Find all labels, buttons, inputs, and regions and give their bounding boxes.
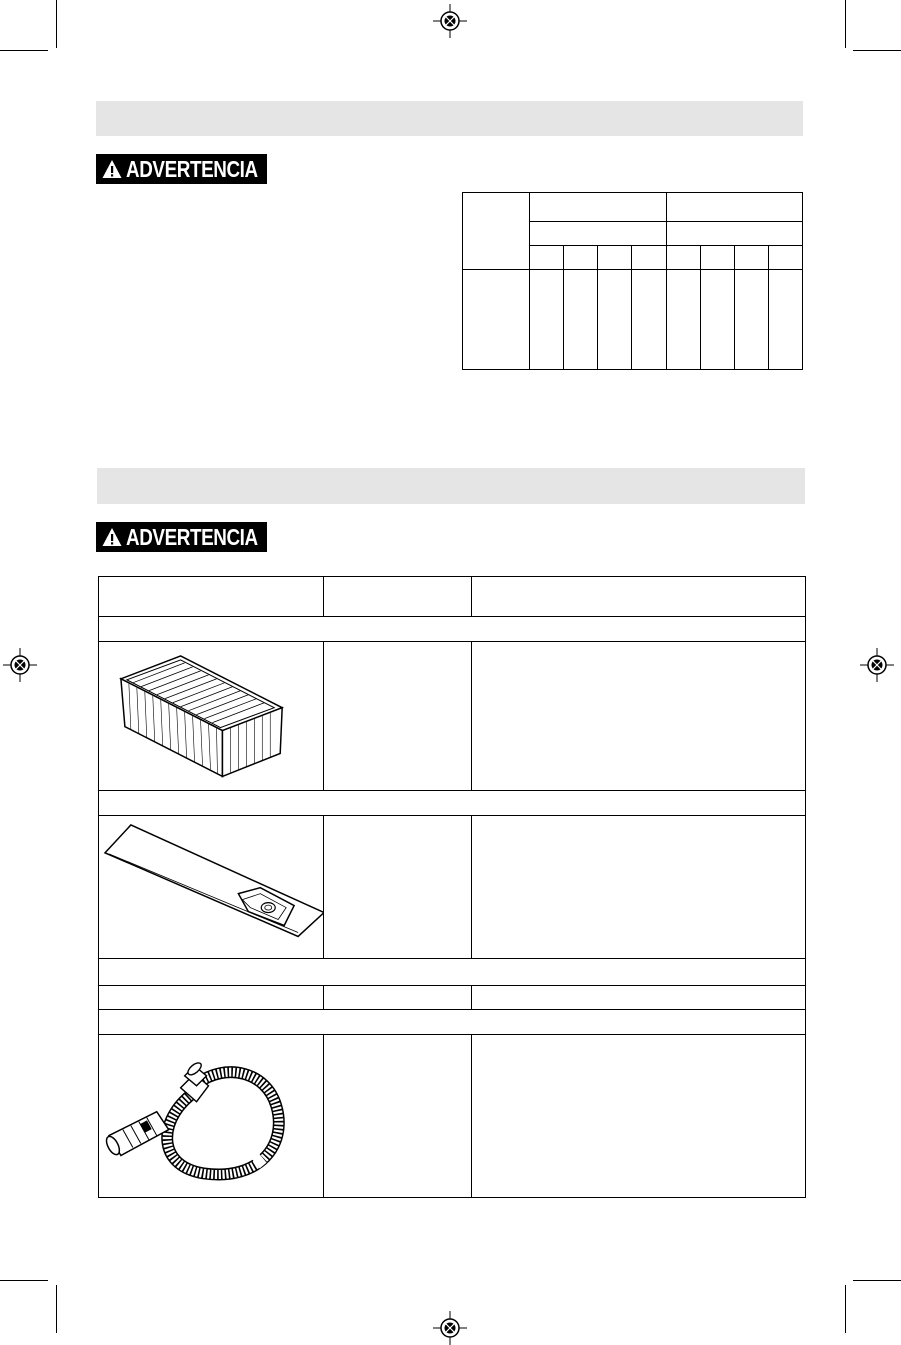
table-cell (598, 270, 632, 370)
warning-label (96, 522, 267, 552)
table-column-header (598, 246, 632, 270)
selection-table (462, 192, 803, 370)
illustration-cell (99, 1034, 324, 1197)
category-row (99, 1009, 806, 1034)
table-subgroup-header (530, 222, 667, 246)
crop-mark-top-right-vertical (845, 0, 846, 48)
description-cell (472, 1034, 806, 1197)
table-subgroup-header (666, 222, 803, 246)
category-row (99, 617, 806, 642)
registration-mark-icon (433, 1311, 467, 1345)
table-cell (632, 270, 666, 370)
crop-mark-top-right-horizontal (853, 50, 901, 51)
accessories-table (98, 576, 806, 1198)
table-column-header (734, 246, 768, 270)
registration-mark-icon (433, 4, 467, 38)
category-row (99, 958, 806, 985)
section-heading-band (96, 101, 803, 136)
table-cell (472, 985, 806, 1009)
crop-mark-bottom-left-vertical (56, 1285, 57, 1333)
crop-mark-bottom-left-horizontal (0, 1280, 48, 1281)
section-heading-band (97, 468, 805, 504)
crop-mark-bottom-right-vertical (845, 1285, 846, 1333)
table-column-header (700, 246, 734, 270)
part-number-cell (324, 1034, 472, 1197)
table-column-header (632, 246, 666, 270)
table-cell (700, 270, 734, 370)
warning-label (96, 154, 267, 184)
warning-triangle-icon (102, 159, 122, 179)
category-row (99, 791, 806, 816)
table-column-header (564, 246, 598, 270)
table-header-cell (324, 577, 472, 617)
table-header-cell (472, 577, 806, 617)
table-cell (99, 985, 324, 1009)
warning-label-text: ADVERTENCIA (126, 524, 258, 550)
table-header-cell (99, 577, 324, 617)
illustration-cell (99, 816, 324, 958)
table-row-header (463, 270, 530, 370)
crop-mark-bottom-right-horizontal (853, 1280, 901, 1281)
table-corner-cell (463, 193, 530, 270)
dust-bag-illustration (99, 816, 323, 957)
table-column-header (666, 246, 700, 270)
filter-illustration (99, 642, 323, 790)
table-cell (564, 270, 598, 370)
table-cell (666, 270, 700, 370)
table-group-header (530, 193, 667, 222)
hose-illustration (99, 1035, 323, 1197)
warning-label-text: ADVERTENCIA (126, 156, 258, 182)
description-cell (472, 816, 806, 958)
registration-mark-icon (860, 648, 894, 682)
part-number-cell (324, 642, 472, 791)
registration-mark-icon (3, 648, 37, 682)
crop-mark-top-left-horizontal (0, 50, 48, 51)
crop-mark-top-left-vertical (56, 0, 57, 48)
table-cell (734, 270, 768, 370)
table-cell (324, 985, 472, 1009)
table-column-header (768, 246, 802, 270)
table-cell (530, 270, 564, 370)
table-group-header (666, 193, 803, 222)
description-cell (472, 642, 806, 791)
table-column-header (530, 246, 564, 270)
illustration-cell (99, 642, 324, 791)
part-number-cell (324, 816, 472, 958)
table-cell (768, 270, 802, 370)
warning-triangle-icon (102, 527, 122, 547)
